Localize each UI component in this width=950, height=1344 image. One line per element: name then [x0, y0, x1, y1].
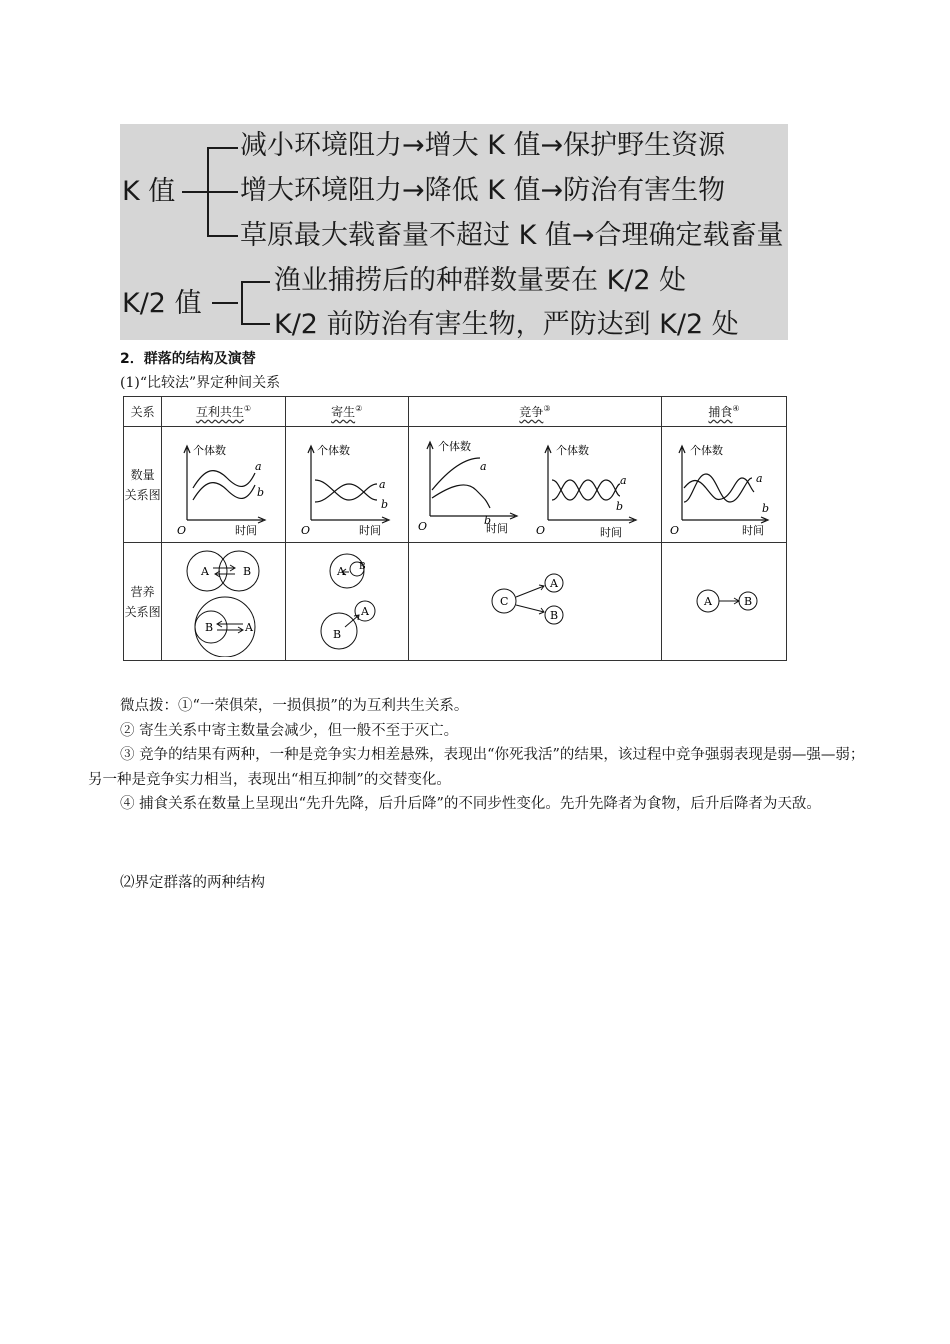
svg-text:b: b: [257, 486, 265, 499]
subsection-title: ⑵界定群落的两种结构: [120, 875, 265, 891]
note-paragraph: 微点拨：①“一荣俱荣，一损俱损”的为互利共生关系。: [120, 698, 469, 714]
svg-text:A: A: [245, 621, 254, 634]
svg-text:B: B: [243, 565, 252, 578]
k-item: 增大环境阻力→降低 K 值→防治有害生物: [240, 175, 726, 206]
svg-text:时间: 时间: [485, 522, 508, 535]
section-title: 2．群落的结构及演替: [120, 351, 256, 367]
svg-text:a: a: [378, 478, 386, 491]
table-header-cell: 寄生②: [285, 397, 408, 427]
svg-text:b: b: [615, 500, 623, 513]
k-item: 草原最大载畜量不超过 K 值→合理确定载畜量: [240, 220, 784, 251]
svg-text:a: a: [619, 474, 627, 487]
graph-competition: [408, 427, 661, 543]
k2-item: K/2 前防治有害生物，严防达到 K/2 处: [274, 309, 739, 340]
graph-xlabel: 时间: [235, 524, 258, 537]
svg-text:B: B: [744, 595, 753, 608]
row-label-text: 营养 关系图: [124, 584, 161, 619]
k-item: 减小环境阻力→增大 K 值→保护野生资源: [240, 130, 726, 161]
svg-text:A: A: [549, 577, 558, 590]
trophic-parasitism: [285, 543, 408, 661]
svg-text:A: A: [201, 565, 210, 578]
svg-text:O: O: [300, 524, 310, 537]
svg-text:b: b: [762, 502, 770, 515]
svg-text:个体数: 个体数: [316, 444, 350, 457]
trophic-predation: [662, 543, 787, 661]
graph-parasitism: [285, 427, 408, 543]
svg-text:O: O: [177, 524, 187, 537]
svg-text:C: C: [499, 595, 509, 608]
note-paragraph: ② 寄生关系中寄主数量会减少，但一般不至于灭亡。: [120, 722, 459, 739]
svg-text:个体数: 个体数: [690, 444, 723, 457]
note-paragraph: ④ 捕食关系在数量上呈现出“先升先降，后升后降”的不同步性变化。先升先降者为食物，后升后降者为天敌。: [120, 796, 821, 812]
svg-text:a: a: [479, 460, 487, 473]
svg-text:A: A: [360, 605, 369, 618]
svg-text:O: O: [535, 524, 545, 537]
svg-text:时间: 时间: [599, 526, 622, 538]
trophic-mutualism: [162, 543, 285, 661]
graph-predation: [662, 427, 787, 543]
species-relation-table: [123, 396, 787, 661]
k-label: K 值: [122, 176, 176, 207]
trophic-competition: [408, 543, 661, 661]
svg-text:B: B: [549, 609, 558, 622]
row-label-text: 数量 关系图: [124, 467, 161, 502]
svg-text:个体数: 个体数: [555, 444, 589, 457]
table-header-cell: 互利共生①: [162, 397, 285, 427]
subsection-title: (1)“比较法”界定种间关系: [120, 375, 281, 391]
notes-block: [88, 694, 868, 817]
graph-mutualism: [162, 427, 285, 543]
svg-text:O: O: [670, 524, 680, 537]
graph-ylabel: 个体数: [193, 444, 227, 457]
svg-text:时间: 时间: [742, 524, 764, 537]
svg-text:b: b: [380, 498, 388, 511]
svg-text:a: a: [756, 472, 763, 485]
svg-text:B: B: [332, 628, 341, 641]
svg-text:A: A: [704, 595, 712, 608]
svg-text:时间: 时间: [358, 524, 381, 537]
table-header-cell: 捕食④: [662, 397, 787, 427]
svg-text:个体数: 个体数: [437, 440, 471, 453]
k2-item: 渔业捕捞后的种群数量要在 K/2 处: [274, 265, 687, 296]
k-value-summary-box: [120, 124, 788, 340]
row-label-trophic: [124, 543, 162, 661]
k2-label: K/2 值: [122, 288, 202, 319]
table-header-cell: 竞争③: [408, 397, 661, 427]
svg-text:B: B: [358, 562, 366, 572]
row-label-quantity: [124, 427, 162, 543]
note-paragraph: ③ 竞争的结果有两种，一种是竞争实力相差悬殊，表现出“你死我活”的结果，该过程中竞争强弱表现是弱—强—弱；另一种是竞争实力相当，表现出“相互抑制”的交替变化。: [88, 747, 865, 788]
table-header-cell: 关系: [124, 397, 162, 427]
svg-text:A: A: [336, 565, 345, 578]
svg-text:B: B: [205, 621, 214, 634]
svg-text:b: b: [483, 514, 491, 527]
svg-text:O: O: [417, 520, 427, 533]
svg-text:a: a: [255, 460, 263, 473]
